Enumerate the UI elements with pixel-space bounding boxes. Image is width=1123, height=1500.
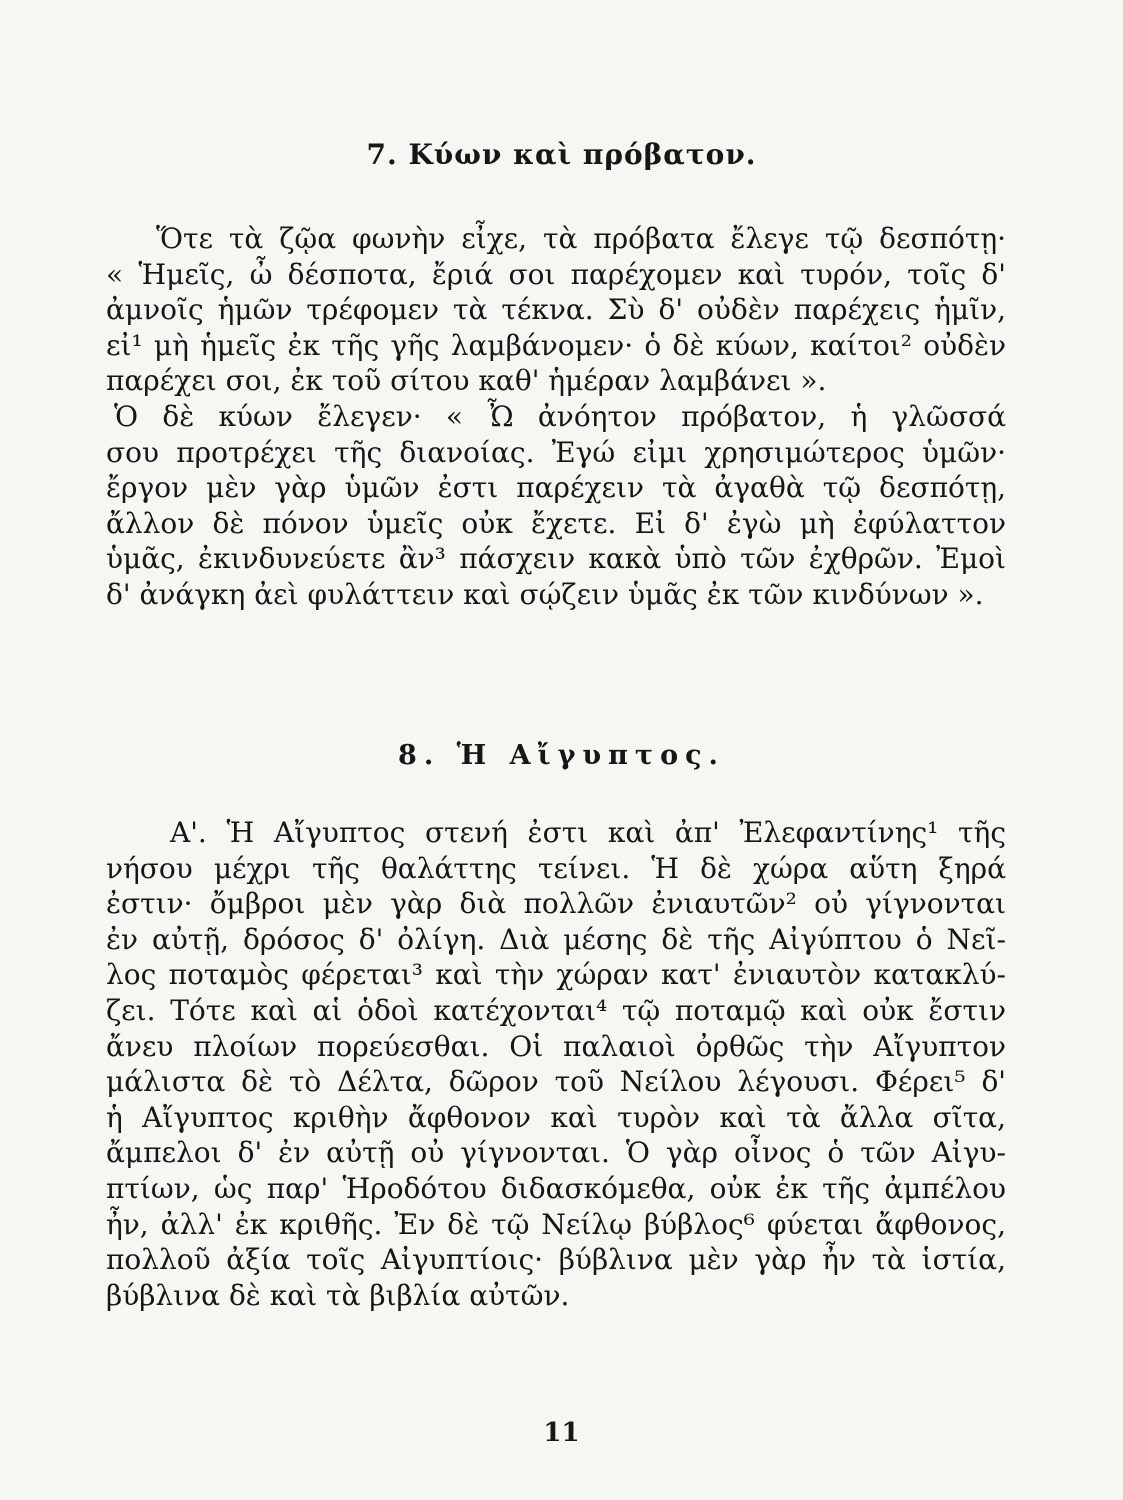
text-line: ζει. Τότε καὶ αἱ ὁδοὶ κατέχονται⁴ τῷ ποταμῷ καὶ οὐκ ἔστιν (106, 993, 1006, 1027)
section-7-body (106, 221, 1006, 613)
text-line: βύβλινα δὲ καὶ τὰ βιβλία αὐτῶν. (106, 1278, 570, 1312)
text-line: ἔργον μὲν γὰρ ὑμῶν ἐστι παρέχειν τὰ ἀγαθὰ τῷ δεσπότῃ, (106, 471, 1006, 505)
text-line: πολλοῦ ἀξία τοῖς Αἰγυπτίοις· βύβλινα μὲν γὰρ ἦν τὰ ἱστία, (106, 1243, 1006, 1277)
text-line: ἄνευ πλοίων πορεύεσθαι. Οἱ παλαιοὶ ὀρθῶς τὴν Αἴγυπτον (106, 1029, 1006, 1063)
text-line: πτίων, ὡς παρ' Ἡροδότου διδασκόμεθα, οὐκ ἐκ τῆς ἀμπέλου (106, 1171, 1006, 1205)
text-line: Ὁ δὲ κύων ἔλεγεν· « Ὦ ἀνόητον πρόβατον, ἡ γλῶσσά (114, 399, 1006, 433)
text-line: νήσου μέχρι τῆς θαλάττης τείνει. Ἡ δὲ χώρα αὕτη ξηρά (106, 851, 1006, 885)
text-line: ἄλλον δὲ πόνον ὑμεῖς οὐκ ἔχετε. Εἰ δ' ἐγὼ μὴ ἐφύλαττον (106, 506, 1006, 540)
text-line: Ὅτε τὰ ζῷα φωνὴν εἶχε, τὰ πρόβατα ἔλεγε τῷ δεσπότῃ· (156, 222, 1006, 255)
page-number: 11 (543, 1418, 580, 1448)
text-line: ἐν αὐτῇ, δρόσος δ' ὀλίγη. Διὰ μέσης δὲ τῆς Αἰγύπτου ὁ Νεῖ- (106, 922, 1006, 956)
text-line: εἰ¹ μὴ ἡμεῖς ἐκ τῆς γῆς λαμβάνομεν· ὁ δὲ κύων, καίτοι² οὐδὲν (106, 328, 1006, 362)
text-line: δ' ἀνάγκη ἀεὶ φυλάττειν καὶ σῴζειν ὑμᾶς ἐκ τῶν κινδύνων ». (106, 577, 984, 611)
text-line: ὑμᾶς, ἐκινδυνεύετε ἂν³ πάσχειν κακὰ ὑπὸ τῶν ἐχθρῶν. Ἐμοὶ (106, 542, 1006, 576)
text-line: Α'. Ἡ Αἴγυπτος στενή ἐστι καὶ ἀπ' Ἐλεφαντίνης¹ τῆς (170, 816, 1006, 849)
section-8-body (106, 815, 1006, 1313)
text-line: ἡ Αἴγυπτος κριθὴν ἄφθονον καὶ τυρὸν καὶ τὰ ἄλλα σῖτα, (106, 1100, 1006, 1134)
text-line: ἀμνοῖς ἡμῶν τρέφομεν τὰ τέκνα. Σὺ δ' οὐδὲν παρέχεις ἡμῖν, (106, 293, 1006, 327)
text-line: παρέχει σοι, ἐκ τοῦ σίτου καθ' ἡμέραν λαμβάνει ». (106, 364, 827, 398)
text-line: ἄμπελοι δ' ἐν αὐτῇ οὐ γίγνονται. Ὁ γὰρ οἶνος ὁ τῶν Αἰγυ- (106, 1136, 1006, 1170)
text-line: λος ποταμὸς φέρεται³ καὶ τὴν χώραν κατ' ἐνιαυτὸν κατακλύ- (106, 958, 1006, 992)
text-line: « Ἡμεῖς, ὦ δέσποτα, ἔριά σοι παρέχομεν καὶ τυρόν, τοῖς δ' (106, 257, 1006, 291)
text-line: σου προτρέχει τῆς διανοίας. Ἐγώ εἰμι χρησιμώτερος ὑμῶν· (106, 435, 1006, 469)
text-line: ἐστιν· ὄμβροι μὲν γὰρ διὰ πολλῶν ἐνιαυτῶν² οὐ γίγνονται (106, 887, 1006, 921)
section-8-heading: 8. Ἡ Αἴγυπτος. (398, 740, 725, 771)
text-line: ἦν, ἀλλ' ἐκ κριθῆς. Ἐν δὲ τῷ Νείλῳ βύβλος⁶ φύεται ἄφθονος, (106, 1207, 1006, 1241)
text-line: μάλιστα δὲ τὸ Δέλτα, δῶρον τοῦ Νείλου λέγουσι. Φέρει⁵ δ' (106, 1065, 1006, 1099)
section-7-heading: 7. Κύων καὶ πρόβατον. (366, 138, 757, 171)
